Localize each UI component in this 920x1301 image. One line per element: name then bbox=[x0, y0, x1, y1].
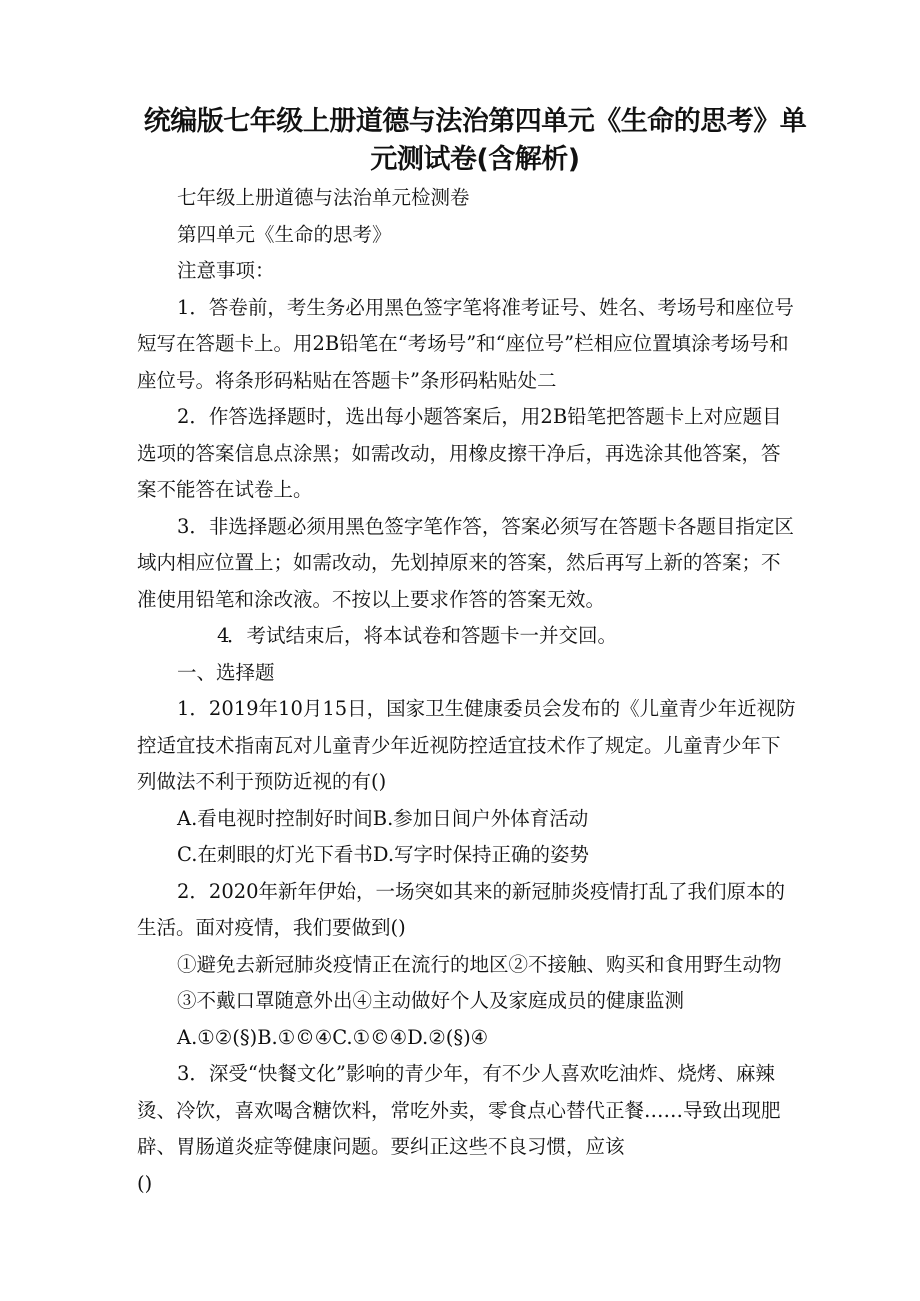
notice-heading: 注意事项： bbox=[177, 259, 275, 282]
question-3-answer-blank: () bbox=[137, 1171, 153, 1195]
question-1-stem: 1．2019年10月15日，国家卫生健康委员会发布的《儿童青少年近视防控适宜技术指南瓦对儿童青少年近视防控适宜技术作了规定。儿童青少年下列做法不利于预防近视的有() bbox=[137, 697, 796, 793]
document-title bbox=[130, 103, 820, 179]
notice-item-4-number: 4 bbox=[217, 624, 230, 647]
question-2-items-1-2: ①避免去新冠肺炎疫情正在流行的地区②不接触、购买和食用野生动物 bbox=[177, 952, 782, 976]
notice-item-4 bbox=[137, 618, 797, 655]
question-3-stem: 3．深受“快餐文化”影响的青少年，有不少人喜欢吃油炸、烧烤、麻辣烫、冷饮，喜欢喝含糖饮料，常吃外卖，零食点心替代正餐……导致出现肥辟、胃肠道炎症等健康问题。要纠正这些不良习惯，应该 bbox=[137, 1062, 781, 1158]
title-line-1: 统编版七年级上册道德与法治第四单元《生命的思考》单 bbox=[143, 106, 807, 137]
question-2-options: A.①②(§)B.①©④C.①©④D.②(§)④ bbox=[177, 1025, 489, 1049]
question-1-options-ab: A.看电视时控制好时间B.参加日间户外体育活动 bbox=[177, 806, 589, 830]
notice-item-4-text: ．考试结束后，将本试卷和答题卡一并交回。 bbox=[227, 624, 618, 647]
question-2-items-3-4: ③不戴口罩随意外出④主动做好个人及家庭成员的健康监测 bbox=[177, 989, 685, 1012]
notice-item-3: 3．非选择题必须用黑色签字笔作答，答案必须写在答题卡各题目指定区域内相应位置上；如需改动，先划掉原来的答案，然后再写上新的答案；不准使用铅笔和涂改液。不按以上要求作答的答案无效。 bbox=[137, 514, 794, 611]
section-heading: 一、选择题 bbox=[177, 660, 275, 684]
notice-item-1: 1．答卷前，考生务必用黑色签字笔将准考证号、姓名、考场号和座位号短写在答题卡上。用2B铅笔在“考场号”和“座位号”栏相应位置填涂考场号和座位号。将条形码粘贴在答题卡”条形码粘贴处二 bbox=[137, 295, 794, 392]
subtitle: 七年级上册道德与法治单元检测卷 bbox=[177, 186, 470, 209]
document-body bbox=[137, 180, 797, 1202]
question-1-options-cd: C.在刺眼的灯光下看书D.写字时保持正确的姿势 bbox=[177, 843, 590, 866]
question-2-stem: 2．2020年新年伊始，一场突如其来的新冠肺炎疫情打乱了我们原本的生活。面对疫情，我们要做到() bbox=[137, 879, 786, 939]
notice-item-2: 2．作答选择题时，选出每小题答案后，用2B铅笔把答题卡上对应题目选项的答案信息点涂黑；如需改动，用橡皮擦干净后，再选涂其他答案，答案不能答在试卷上。 bbox=[137, 405, 782, 501]
unit-title: 第四单元《生命的思考》 bbox=[177, 222, 392, 246]
title-line-2: 元测试卷(含解析) bbox=[370, 144, 580, 175]
